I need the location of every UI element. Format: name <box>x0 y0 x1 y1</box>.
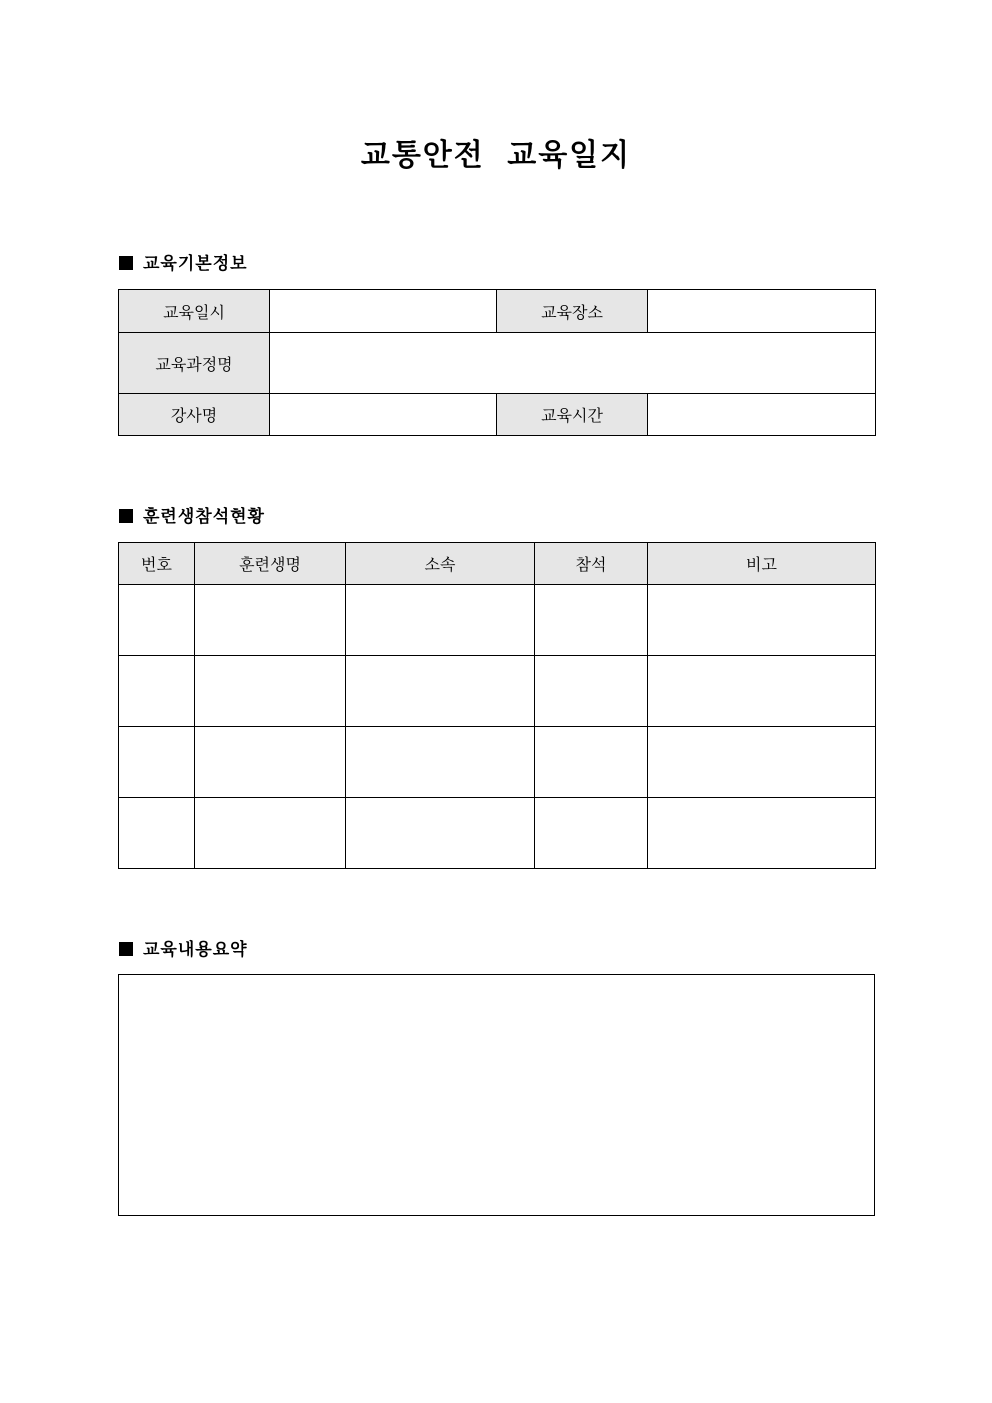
cell-attendance[interactable] <box>535 798 648 869</box>
cell-number[interactable] <box>119 656 195 727</box>
section-heading-attendance <box>119 505 265 529</box>
field-education-place[interactable] <box>648 290 876 333</box>
cell-number[interactable] <box>119 585 195 656</box>
cell-remarks[interactable] <box>648 727 876 798</box>
column-header-attendance: 참석 <box>535 543 648 585</box>
cell-trainee-name[interactable] <box>195 585 346 656</box>
cell-trainee-name[interactable] <box>195 656 346 727</box>
label-course-name: 교육과정명 <box>119 333 270 394</box>
document-title: 교통안전 교육일지 <box>360 138 632 173</box>
attendance-table <box>118 542 876 869</box>
column-header-affiliation: 소속 <box>346 543 535 585</box>
label-education-duration: 교육시간 <box>497 394 648 436</box>
cell-remarks[interactable] <box>648 656 876 727</box>
cell-affiliation[interactable] <box>346 798 535 869</box>
cell-number[interactable] <box>119 727 195 798</box>
table-row <box>119 585 876 656</box>
label-education-place: 교육장소 <box>497 290 648 333</box>
cell-affiliation[interactable] <box>346 727 535 798</box>
label-education-date: 교육일시 <box>119 290 270 333</box>
cell-trainee-name[interactable] <box>195 798 346 869</box>
field-instructor-name[interactable] <box>270 394 497 436</box>
section-heading-label: 교육기본정보 <box>143 254 248 274</box>
table-row <box>119 798 876 869</box>
column-header-number: 번호 <box>119 543 195 585</box>
label-instructor-name: 강사명 <box>119 394 270 436</box>
cell-trainee-name[interactable] <box>195 727 346 798</box>
column-header-remarks: 비고 <box>648 543 876 585</box>
basic-info-table <box>118 289 876 436</box>
cell-remarks[interactable] <box>648 798 876 869</box>
cell-remarks[interactable] <box>648 585 876 656</box>
square-bullet-icon <box>119 942 133 956</box>
field-education-duration[interactable] <box>648 394 876 436</box>
section-heading-basic-info <box>119 252 248 276</box>
square-bullet-icon <box>119 256 133 270</box>
cell-attendance[interactable] <box>535 585 648 656</box>
section-heading-label: 교육내용요약 <box>143 940 248 960</box>
section-heading-summary <box>119 938 248 962</box>
cell-attendance[interactable] <box>535 656 648 727</box>
table-row <box>119 727 876 798</box>
table-row <box>119 656 876 727</box>
cell-affiliation[interactable] <box>346 585 535 656</box>
column-header-trainee-name: 훈련생명 <box>195 543 346 585</box>
cell-attendance[interactable] <box>535 727 648 798</box>
field-course-name[interactable] <box>270 333 876 394</box>
summary-content-box[interactable] <box>118 974 875 1216</box>
section-heading-label: 훈련생참석현황 <box>143 507 265 527</box>
cell-affiliation[interactable] <box>346 656 535 727</box>
square-bullet-icon <box>119 509 133 523</box>
field-education-date[interactable] <box>270 290 497 333</box>
cell-number[interactable] <box>119 798 195 869</box>
